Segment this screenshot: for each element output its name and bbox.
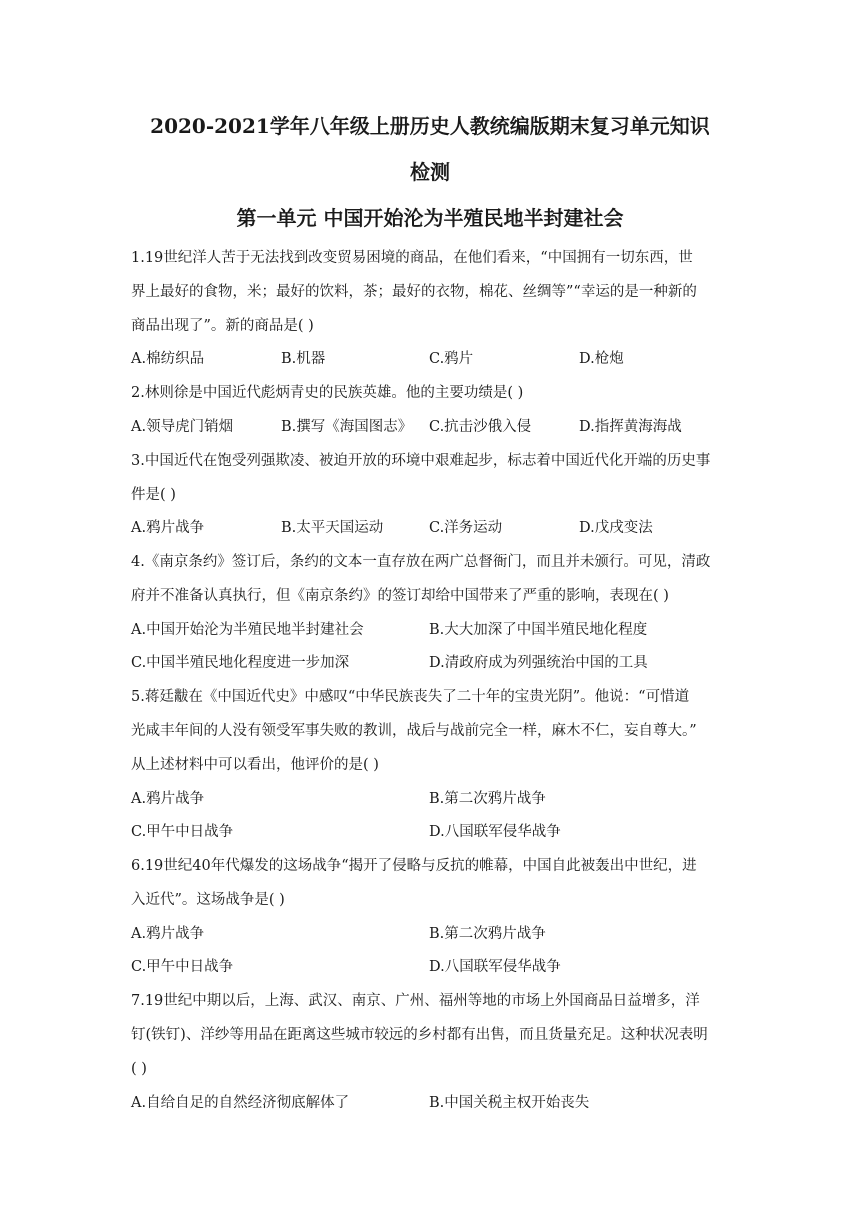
question-4-options-row2 xyxy=(131,653,731,673)
option-c: C.洋务运动 xyxy=(429,520,503,536)
question-5-stem: 光咸丰年间的人没有领受军事失败的教训，战后与战前完全一样，麻木不仁，妄自尊大。” xyxy=(131,723,697,739)
document-title-continued: 检测 xyxy=(410,160,450,184)
question-6-options-row2 xyxy=(131,957,731,977)
option-c: C.中国半殖民地化程度进一步加深 xyxy=(131,655,350,671)
option-b: B.第二次鸦片战争 xyxy=(429,791,546,807)
option-d: D.戊戌变法 xyxy=(579,520,653,536)
option-b: B.中国关税主权开始丧失 xyxy=(429,1095,590,1111)
question-6-stem: 6.19世纪40年代爆发的这场战争“揭开了侵略与反抗的帷幕，中国自此被轰出中世纪，进 xyxy=(131,858,697,874)
option-a: A.鸦片战争 xyxy=(131,791,205,807)
question-3-options xyxy=(131,518,731,538)
option-b: B.撰写《海国图志》 xyxy=(281,419,413,435)
option-a: A.鸦片战争 xyxy=(131,926,205,942)
question-5-options-row1 xyxy=(131,789,731,809)
question-1-stem: 1.19世纪洋人苦于无法找到改变贸易困境的商品，在他们看来，“中国拥有一切东西，世 xyxy=(131,250,693,266)
question-6-options-row1 xyxy=(131,924,731,944)
option-d: D.清政府成为列强统治中国的工具 xyxy=(429,655,648,671)
option-d: D.八国联军侵华战争 xyxy=(429,959,561,975)
option-a: A.领导虎门销烟 xyxy=(131,419,234,435)
option-b: B.大大加深了中国半殖民地化程度 xyxy=(429,622,648,638)
option-a: A.中国开始沦为半殖民地半封建社会 xyxy=(131,622,364,638)
question-4-options-row1 xyxy=(131,620,731,640)
question-7-stem: ( ) xyxy=(131,1061,147,1077)
unit-title: 第一单元 中国开始沦为半殖民地半封建社会 xyxy=(236,206,624,230)
option-d: D.八国联军侵华战争 xyxy=(429,824,561,840)
question-5-options-row2 xyxy=(131,822,731,842)
question-5-stem: 5.蒋廷黻在《中国近代史》中感叹“中华民族丧失了二十年的宝贵光阴”。他说：“可惜道 xyxy=(131,689,690,705)
option-a: A.棉纺织品 xyxy=(131,351,205,367)
question-2-stem: 2.林则徐是中国近代彪炳青史的民族英雄。他的主要功绩是( ) xyxy=(131,385,524,401)
option-c: C.抗击沙俄入侵 xyxy=(429,419,532,435)
option-b: B.第二次鸦片战争 xyxy=(429,926,546,942)
option-a: A.鸦片战争 xyxy=(131,520,205,536)
question-7-stem: 钉(铁钉)、洋纱等用品在距离这些城市较远的乡村都有出售，而且货量充足。这种状况表明 xyxy=(131,1027,708,1043)
option-b: B.太平天国运动 xyxy=(281,520,384,536)
question-1-options xyxy=(131,349,731,369)
question-4-stem: 府并不准备认真执行，但《南京条约》的签订却给中国带来了严重的影响，表现在( ) xyxy=(131,588,669,604)
question-7-stem: 7.19世纪中期以后，上海、武汉、南京、广州、福州等地的市场上外国商品日益增多，洋 xyxy=(131,993,700,1009)
option-a: A.自给自足的自然经济彻底解体了 xyxy=(131,1095,350,1111)
option-b: B.机器 xyxy=(281,351,326,367)
question-1-stem: 商品出现了”。新的商品是( ) xyxy=(131,318,314,334)
question-4-stem: 4.《南京条约》签订后，条约的文本一直存放在两广总督衙门，而且并未颁行。可见，清政 xyxy=(131,554,711,570)
question-5-stem: 从上述材料中可以看出，他评价的是( ) xyxy=(131,757,379,773)
question-3-stem: 件是( ) xyxy=(131,487,176,503)
option-c: C.甲午中日战争 xyxy=(131,959,234,975)
question-3-stem: 3.中国近代在饱受列强欺凌、被迫开放的环境中艰难起步，标志着中国近代化开端的历史事 xyxy=(131,453,711,469)
question-7-options-row1 xyxy=(131,1093,731,1113)
option-c: C.鸦片 xyxy=(429,351,474,367)
option-d: D.枪炮 xyxy=(579,351,624,367)
option-d: D.指挥黄海海战 xyxy=(579,419,682,435)
document-title: 2020-2021学年八年级上册历史人教统编版期末复习单元知识 xyxy=(150,114,710,138)
option-c: C.甲午中日战争 xyxy=(131,824,234,840)
question-2-options xyxy=(131,417,731,437)
question-6-stem: 入近代”。这场战争是( ) xyxy=(131,892,285,908)
question-1-stem: 界上最好的食物，米；最好的饮料，茶；最好的衣物，棉花、丝绸等”“幸运的是一种新的 xyxy=(131,284,697,300)
